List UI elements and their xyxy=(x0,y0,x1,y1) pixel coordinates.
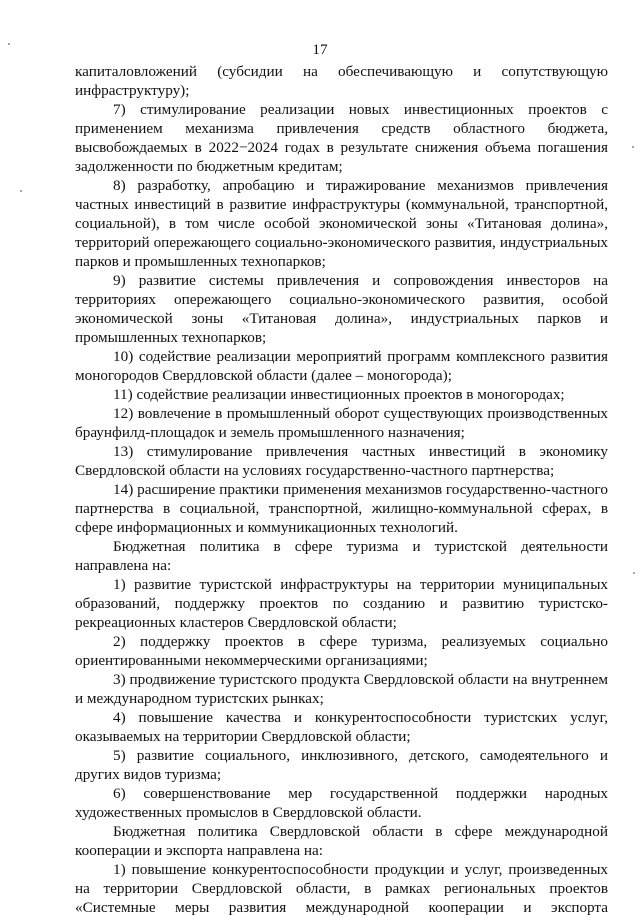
body-text xyxy=(75,62,608,917)
paragraph: 7) стимулирование реализации новых инвестиционных проектов с применением механизма привлечения средств областного бюджета, высвобождаемых в 2022−2024 годах в результате снижения объема погашения задолженности по бюджетным кредитам; xyxy=(75,101,608,175)
paragraph: 13) стимулирование привлечения частных инвестиций в экономику Свердловской области на условиях государственно-частного партнерства; xyxy=(75,443,608,479)
paragraph: 14) расширение практики применения механизмов государственно-частного партнерства в социальной, транспортной, жилищно-коммунальной сферах, в сфере информационных и коммуникационных технологий. xyxy=(75,481,608,536)
paragraph: 12) вовлечение в промышленный оборот существующих производственных браунфилд-площадок и земель промышленного назначения; xyxy=(75,405,608,441)
paragraph: 11) содействие реализации инвестиционных проектов в моногородах; xyxy=(113,386,565,403)
paragraph: 1) развитие туристской инфраструктуры на территории муниципальных образований, поддержку проектов по созданию и развитию туристско-рекреационных кластеров Свердловской области; xyxy=(75,576,608,631)
paragraph: капиталовложений (субсидии на обеспечивающую и сопутствующую инфраструктуру); xyxy=(75,63,608,99)
paragraph: 4) повышение качества и конкурентоспособности туристских услуг, оказываемых на территории Свердловской области; xyxy=(75,709,608,745)
paragraph: Бюджетная политика Свердловской области в сфере международной кооперации и экспорта направлена на: xyxy=(75,823,608,859)
paragraph: 10) содействие реализации мероприятий программ комплексного развития моногородов Свердловской области (далее – моногорода); xyxy=(75,348,608,384)
paragraph: 1) повышение конкурентоспособности продукции и услуг, произведенных на территории Свердловской области, в рамках региональных проектов «Системные меры развития международной кооперации и экспорта xyxy=(75,861,608,916)
page-number: 17 xyxy=(312,41,328,58)
paragraph: 2) поддержку проектов в сфере туризма, реализуемых социально ориентированными некоммерческими организациями; xyxy=(75,633,608,669)
scan-artifact xyxy=(8,43,10,45)
paragraph: 6) совершенствование мер государственной поддержки народных художественных промыслов в Свердловской области. xyxy=(75,785,608,821)
paragraph: 9) развитие системы привлечения и сопровождения инвесторов на территориях опережающего социально-экономического развития, особой экономической зоны «Титановая долина», индустриальных парков и промышленных технопарков; xyxy=(75,272,608,346)
scan-artifact xyxy=(20,190,22,192)
paragraph: Бюджетная политика в сфере туризма и туристской деятельности направлена на: xyxy=(75,538,608,574)
paragraph: 3) продвижение туристского продукта Свердловской области на внутреннем и международном туристских рынках; xyxy=(75,671,608,707)
scan-artifact xyxy=(633,572,635,574)
paragraph: 5) развитие социального, инклюзивного, детского, самодеятельного и других видов туризма; xyxy=(75,747,608,783)
scan-artifact xyxy=(632,146,634,148)
paragraph: 8) разработку, апробацию и тиражирование механизмов привлечения частных инвестиций в развитие инфраструктуры (коммунальной, транспортной, социальной), в том числе особой экономической зоны «Титановая долина», территорий опережающего социально-экономического развития, индустриальных парков и промышленных технопарков; xyxy=(75,177,608,270)
